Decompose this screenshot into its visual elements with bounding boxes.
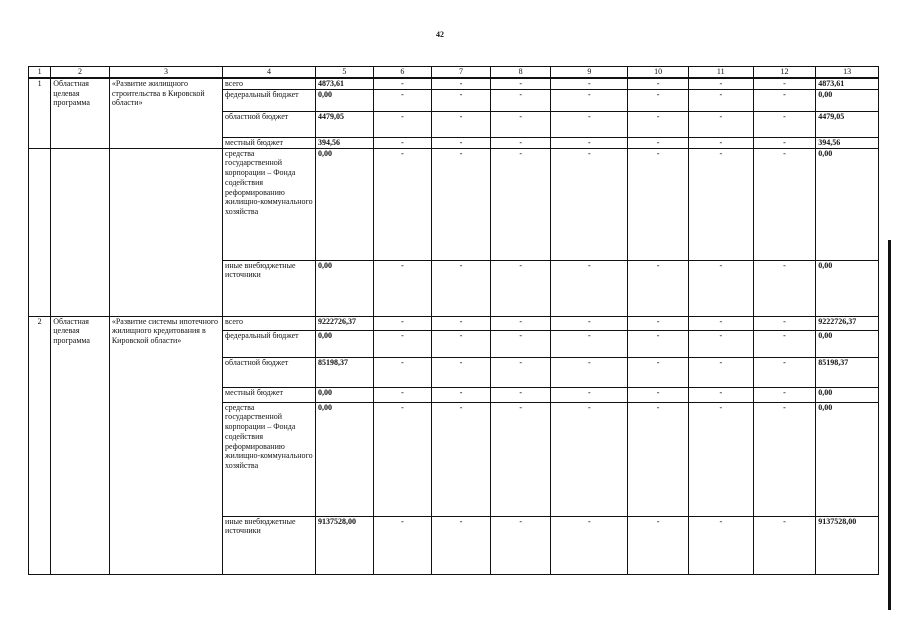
dash-cell: -: [753, 516, 816, 574]
program-index: 1: [29, 78, 51, 148]
dash-cell: -: [688, 78, 753, 89]
dash-cell: -: [688, 330, 753, 357]
funding-source: местный бюджет: [223, 387, 316, 402]
dash-cell: -: [551, 260, 628, 316]
dash-cell: -: [432, 111, 491, 137]
dash-cell: -: [373, 78, 432, 89]
dash-cell: -: [628, 402, 689, 516]
dash-cell: -: [490, 137, 551, 148]
dash-cell: -: [753, 137, 816, 148]
total-cell: 4873,61: [816, 78, 879, 89]
total-cell: 85198,37: [816, 357, 879, 387]
amount-cell: 0,00: [316, 387, 374, 402]
amount-cell: 85198,37: [316, 357, 374, 387]
funding-source: всего: [223, 316, 316, 330]
dash-cell: -: [373, 330, 432, 357]
program-name: «Развитие жилищного строительства в Кировской области»: [109, 78, 222, 148]
total-cell: 0,00: [816, 260, 879, 316]
dash-cell: -: [688, 111, 753, 137]
dash-cell: -: [628, 357, 689, 387]
amount-cell: 0,00: [316, 89, 374, 111]
empty-cell: [29, 148, 51, 316]
funding-source: иные внебюджетные источники: [223, 260, 316, 316]
dash-cell: -: [490, 387, 551, 402]
header-cell: 10: [628, 67, 689, 78]
total-cell: 9137528,00: [816, 516, 879, 574]
dash-cell: -: [628, 330, 689, 357]
dash-cell: -: [628, 516, 689, 574]
header-cell: 11: [688, 67, 753, 78]
empty-cell: [51, 148, 110, 316]
dash-cell: -: [373, 137, 432, 148]
scan-edge-bar: [888, 240, 891, 610]
header-cell: 7: [432, 67, 491, 78]
funding-source: областной бюджет: [223, 357, 316, 387]
header-cell: 4: [223, 67, 316, 78]
dash-cell: -: [490, 111, 551, 137]
dash-cell: -: [628, 137, 689, 148]
dash-cell: -: [688, 137, 753, 148]
dash-cell: -: [753, 330, 816, 357]
dash-cell: -: [490, 330, 551, 357]
dash-cell: -: [490, 357, 551, 387]
dash-cell: -: [628, 89, 689, 111]
dash-cell: -: [628, 387, 689, 402]
total-cell: 0,00: [816, 330, 879, 357]
dash-cell: -: [628, 260, 689, 316]
funding-source: всего: [223, 78, 316, 89]
dash-cell: -: [551, 111, 628, 137]
dash-cell: -: [688, 260, 753, 316]
amount-cell: 9137528,00: [316, 516, 374, 574]
dash-cell: -: [551, 330, 628, 357]
page-number: 42: [436, 30, 444, 39]
dash-cell: -: [432, 402, 491, 516]
dash-cell: -: [688, 516, 753, 574]
program-name: «Развитие системы ипотечного жилищного кредитования в Кировской области»: [109, 316, 222, 574]
funding-source: федеральный бюджет: [223, 330, 316, 357]
dash-cell: -: [373, 89, 432, 111]
dash-cell: -: [432, 137, 491, 148]
dash-cell: -: [753, 111, 816, 137]
dash-cell: -: [490, 260, 551, 316]
dash-cell: -: [688, 387, 753, 402]
dash-cell: -: [753, 357, 816, 387]
total-cell: 9222726,37: [816, 316, 879, 330]
total-cell: 0,00: [816, 387, 879, 402]
dash-cell: -: [551, 387, 628, 402]
header-cell: 8: [490, 67, 551, 78]
dash-cell: -: [490, 402, 551, 516]
dash-cell: -: [432, 387, 491, 402]
funding-source: федеральный бюджет: [223, 89, 316, 111]
program-index: 2: [29, 316, 51, 574]
dash-cell: -: [432, 89, 491, 111]
header-cell: 1: [29, 67, 51, 78]
dash-cell: -: [688, 148, 753, 260]
dash-cell: -: [628, 111, 689, 137]
dash-cell: -: [551, 78, 628, 89]
header-cell: 9: [551, 67, 628, 78]
dash-cell: -: [432, 260, 491, 316]
dash-cell: -: [551, 137, 628, 148]
dash-cell: -: [551, 89, 628, 111]
amount-cell: 0,00: [316, 148, 374, 260]
total-cell: 394,56: [816, 137, 879, 148]
dash-cell: -: [753, 260, 816, 316]
dash-cell: -: [373, 316, 432, 330]
amount-cell: 394,56: [316, 137, 374, 148]
dash-cell: -: [753, 89, 816, 111]
dash-cell: -: [490, 78, 551, 89]
dash-cell: -: [490, 89, 551, 111]
total-cell: 4479,05: [816, 111, 879, 137]
dash-cell: -: [490, 148, 551, 260]
program-type: Областная целевая программа: [51, 78, 110, 148]
dash-cell: -: [490, 516, 551, 574]
dash-cell: -: [373, 357, 432, 387]
dash-cell: -: [373, 148, 432, 260]
empty-cell: [109, 148, 222, 316]
dash-cell: -: [432, 148, 491, 260]
funding-source: средства государственной корпорации – Фонда содействия реформированию жилищно-коммунального хозяйства: [223, 148, 316, 260]
funding-source: областной бюджет: [223, 111, 316, 137]
dash-cell: -: [688, 402, 753, 516]
dash-cell: -: [688, 89, 753, 111]
amount-cell: 4479,05: [316, 111, 374, 137]
total-cell: 0,00: [816, 402, 879, 516]
dash-cell: -: [628, 78, 689, 89]
dash-cell: -: [373, 387, 432, 402]
dash-cell: -: [688, 357, 753, 387]
dash-cell: -: [688, 316, 753, 330]
dash-cell: -: [753, 148, 816, 260]
dash-cell: -: [551, 357, 628, 387]
dash-cell: -: [551, 316, 628, 330]
amount-cell: 0,00: [316, 330, 374, 357]
header-cell: 6: [373, 67, 432, 78]
budget-table: [28, 66, 879, 575]
dash-cell: -: [373, 516, 432, 574]
dash-cell: -: [628, 148, 689, 260]
dash-cell: -: [753, 387, 816, 402]
amount-cell: 4873,61: [316, 78, 374, 89]
table-row: [29, 316, 879, 330]
dash-cell: -: [432, 316, 491, 330]
total-cell: 0,00: [816, 148, 879, 260]
amount-cell: 0,00: [316, 402, 374, 516]
amount-cell: 0,00: [316, 260, 374, 316]
amount-cell: 9222726,37: [316, 316, 374, 330]
dash-cell: -: [432, 516, 491, 574]
dash-cell: -: [373, 260, 432, 316]
dash-cell: -: [551, 402, 628, 516]
dash-cell: -: [753, 402, 816, 516]
dash-cell: -: [551, 516, 628, 574]
header-cell: 12: [753, 67, 816, 78]
funding-source: местный бюджет: [223, 137, 316, 148]
dash-cell: -: [753, 78, 816, 89]
table-row: [29, 148, 879, 260]
dash-cell: -: [373, 402, 432, 516]
dash-cell: -: [432, 330, 491, 357]
header-cell: 2: [51, 67, 110, 78]
dash-cell: -: [373, 111, 432, 137]
program-type: Областная целевая программа: [51, 316, 110, 574]
funding-source: средства государственной корпорации – Фонда содействия реформированию жилищно-коммунального хозяйства: [223, 402, 316, 516]
header-cell: 3: [109, 67, 222, 78]
dash-cell: -: [432, 357, 491, 387]
dash-cell: -: [628, 316, 689, 330]
dash-cell: -: [551, 148, 628, 260]
header-cell: 13: [816, 67, 879, 78]
total-cell: 0,00: [816, 89, 879, 111]
dash-cell: -: [432, 78, 491, 89]
funding-source: иные внебюджетные источники: [223, 516, 316, 574]
dash-cell: -: [490, 316, 551, 330]
dash-cell: -: [753, 316, 816, 330]
header-cell: 5: [316, 67, 374, 78]
table-row: [29, 78, 879, 89]
table-header-row: [29, 67, 879, 78]
